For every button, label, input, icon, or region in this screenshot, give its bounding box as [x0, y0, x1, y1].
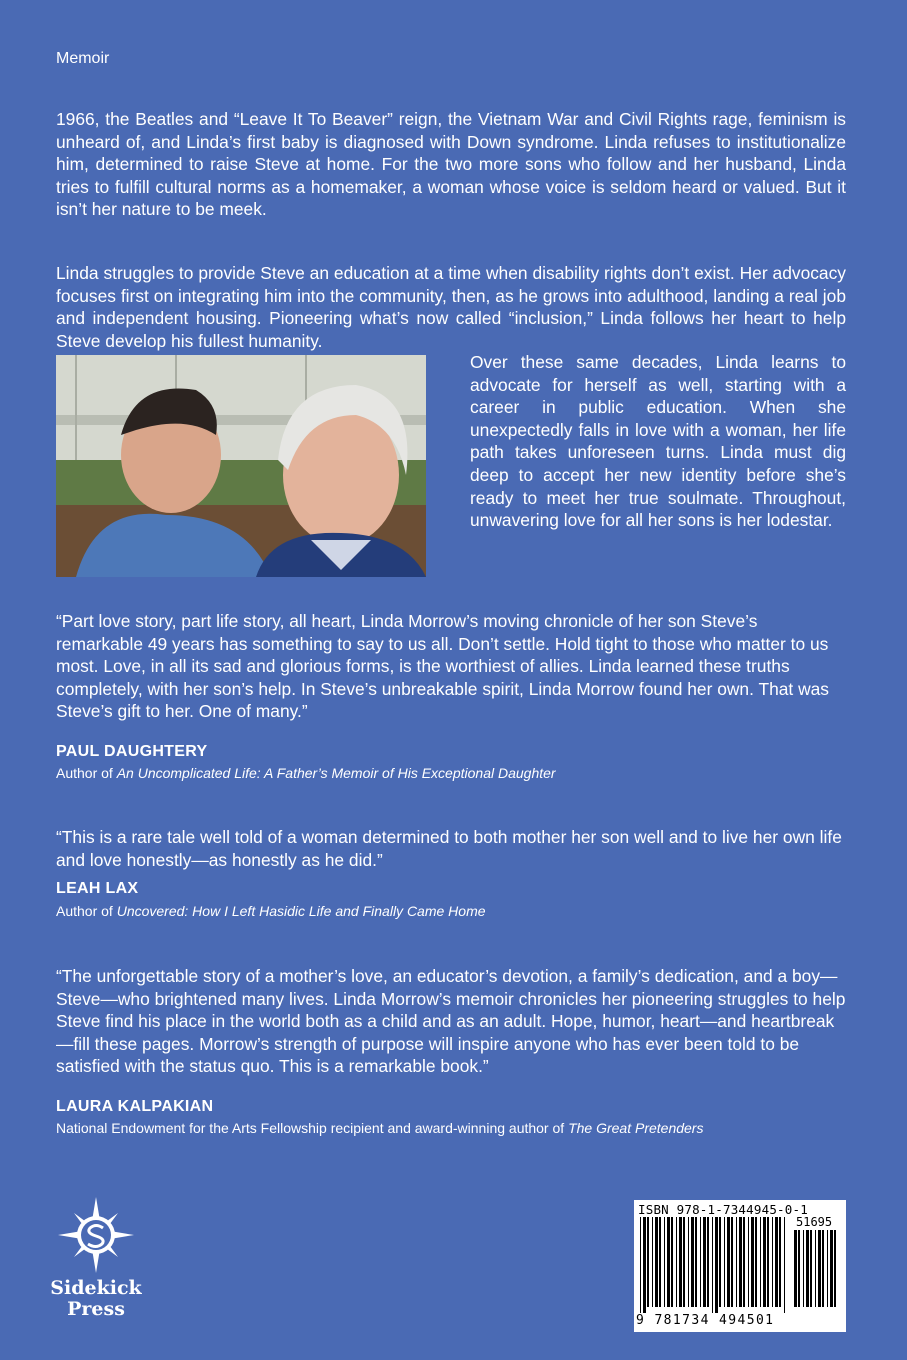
- barcode-bar: [676, 1217, 677, 1307]
- barcode-bar: [751, 1217, 754, 1307]
- blurb-credential-3: National Endowment for the Arts Fellowship recipient and award-winning author of The Great Pretenders: [56, 1120, 704, 1136]
- publisher-name-line2: Press: [67, 1298, 125, 1320]
- synopsis-paragraph-2: Linda struggles to provide Steve an education at a time when disability rights don’t exist. Her advocacy focuses first on integrating him into the community, then, as he grows into adulthood, landing a real job and independent housing. Pioneering what’s now called “inclusion,” Linda follows her heart to help Steve develop his fullest humanity.: [56, 263, 846, 351]
- barcode-bar: [647, 1217, 649, 1307]
- barcode-bar: [739, 1217, 742, 1307]
- barcode-bar: [736, 1217, 737, 1307]
- barcode-bar: [655, 1217, 658, 1307]
- author-son-photo: [56, 355, 426, 577]
- barcode-bar: [834, 1230, 836, 1307]
- barcode-bar: [691, 1217, 694, 1307]
- blurb-quote-1: “Part love story, part life story, all heart, Linda Morrow’s moving chronicle of her son Steve’s remarkable 49 years has something to say to us all. Don’t settle. Hold tight to those who matter to us most. Love, in all its sad and glorious forms, is the worthiest of allies. Linda learned these truths completely, with her son’s help. In Steve’s unbreakable spirit, Linda Morrow found her own. That was Steve’s gift to her. One of many.”: [56, 611, 830, 722]
- barcode-bar: [659, 1217, 661, 1307]
- barcode-bar: [818, 1230, 821, 1307]
- barcode-bar: [703, 1217, 706, 1307]
- barcode-addon-number: 51695: [796, 1215, 833, 1229]
- barcode-bar: [667, 1217, 670, 1307]
- barcode-bar: [827, 1230, 828, 1307]
- barcode-bar: [822, 1230, 824, 1307]
- barcode-bar: [652, 1217, 653, 1307]
- barcode-bar: [806, 1230, 809, 1307]
- genre-label: Memoir: [56, 50, 110, 67]
- barcode-bar: [724, 1217, 725, 1307]
- barcode-bar: [727, 1217, 730, 1307]
- barcode-bar: [664, 1217, 665, 1307]
- publisher-name-line1: Sidekick: [50, 1277, 142, 1299]
- blurb-quote-3: “The unforgettable story of a mother’s love, an educator’s devotion, a family’s dedication, and a boy—Steve—who brightened many lives. Linda Morrow’s memoir chronicles her pioneering struggles to help Steve find his place in the world both as a child and as an adult. Hope, humor, heart—and heartbreak—fill these pages. Morrow’s strength of purpose will inspire anyone who has ever been told to be satisfied with the status quo. This is a remarkable book.”: [56, 966, 846, 1077]
- isbn-label: ISBN 978-1-7344945-0-1: [638, 1202, 808, 1217]
- barcode-bar: [798, 1230, 800, 1307]
- barcode-bar: [731, 1217, 733, 1307]
- addon-barcode-bars: [794, 1230, 842, 1313]
- barcode-bar: [755, 1217, 757, 1307]
- barcode-bar: [688, 1217, 689, 1307]
- barcode-digits: 9 781734 494501: [636, 1313, 775, 1328]
- barcode-bar: [643, 1217, 646, 1313]
- barcode-bar: [743, 1217, 745, 1307]
- synopsis-paragraph-1: 1966, the Beatles and “Leave It To Beaver” reign, the Vietnam War and Civil Rights rage, feminism is unheard of, and Linda’s first baby is diagnosed with Down syndrome. Linda refuses to institutionalize him, determined to raise Steve at home. For the two more sons who follow and her husband, Linda tries to fulfill cultural norms as a homemaker, a woman whose voice is seldom heard or valued. But it isn’t her nature to be meek.: [56, 109, 846, 220]
- barcode-bar: [784, 1217, 785, 1313]
- barcode-bar: [700, 1217, 701, 1307]
- barcode-bar: [815, 1230, 816, 1307]
- barcode-bar: [763, 1217, 766, 1307]
- blurb-credential-1: Author of An Uncomplicated Life: A Father’s Memoir of His Exceptional Daughter: [56, 765, 556, 781]
- blurb-author-3: LAURA KALPAKIAN: [56, 1098, 214, 1115]
- barcode-bar: [719, 1217, 721, 1307]
- barcode-bar: [772, 1217, 773, 1307]
- blurb-credential-2: Author of Uncovered: How I Left Hasidic Life and Finally Came Home: [56, 903, 486, 919]
- barcode-bar: [679, 1217, 682, 1307]
- barcode-bar: [707, 1217, 709, 1307]
- ean-barcode-bars: [640, 1217, 790, 1313]
- barcode-bar: [767, 1217, 769, 1307]
- barcode-bar: [794, 1230, 797, 1307]
- barcode-bar: [640, 1217, 641, 1313]
- barcode-bar: [715, 1217, 718, 1313]
- barcode-bar: [810, 1230, 812, 1307]
- barcode-bar: [779, 1217, 781, 1307]
- blurb-author-1: PAUL DAUGHTERY: [56, 743, 208, 760]
- barcode-bar: [695, 1217, 697, 1307]
- barcode-bar: [683, 1217, 685, 1307]
- barcode-bar: [830, 1230, 833, 1307]
- barcode-bar: [803, 1230, 804, 1307]
- barcode-bar: [748, 1217, 749, 1307]
- blurb-quote-2: “This is a rare tale well told of a woman determined to both mother her son well and to live her own life and love honestly—as honestly as he did.”: [56, 827, 842, 870]
- isbn-barcode: [634, 1200, 846, 1332]
- barcode-bar: [760, 1217, 761, 1307]
- barcode-bar: [712, 1217, 713, 1313]
- barcode-bar: [775, 1217, 778, 1307]
- blurb-author-2: LEAH LAX: [56, 880, 139, 897]
- synopsis-paragraph-3: Over these same decades, Linda learns to advocate for herself as well, starting with a career in public education. When she unexpectedly falls in love with a woman, her life path takes unforeseen turns. Linda must dig deep to accept her new identity before she’s ready to meet her true soulmate. Throughout, unwavering love for all her sons is her lodestar.: [470, 352, 846, 531]
- barcode-bar: [671, 1217, 673, 1307]
